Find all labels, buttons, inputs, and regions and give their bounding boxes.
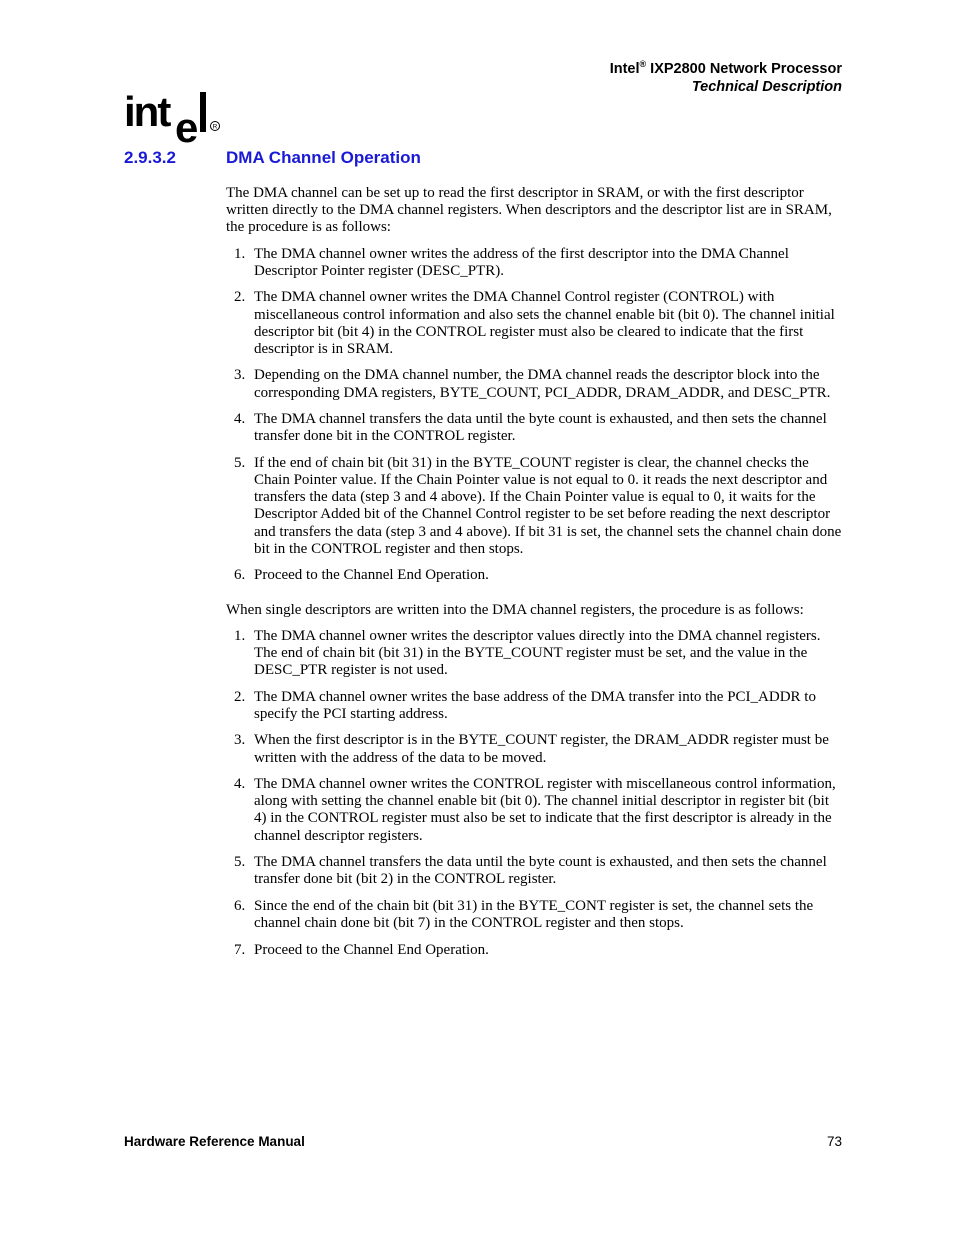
svg-text:int: int [124,88,170,135]
list-item [226,776,842,845]
sram-procedure-list [226,246,842,585]
list-item [226,567,842,584]
list-item [226,289,842,358]
intel-logo [124,86,224,146]
list-text: The DMA channel transfers the data until the byte count is exhausted, and then sets the channel transfer done bit in the CONTROL register. [254,411,827,445]
body-content [226,185,842,968]
section-number: 2.9.3.2 [124,148,176,167]
list-number: 6. [234,897,246,914]
header-product: IXP2800 Network Processor [650,61,842,77]
list-item [226,854,842,888]
intel-logo-graphic [124,86,224,146]
svg-text:R: R [212,123,218,131]
list-item [226,246,842,280]
list-text: The DMA channel owner writes the base address of the DMA transfer into the PCI_ADDR to specify the PCI starting address. [254,688,816,722]
page-number: 73 [826,1134,842,1149]
list-number: 3. [234,367,246,384]
list-item [226,689,842,723]
svg-text:e: e [175,104,199,146]
list-text: Proceed to the Channel End Operation. [254,941,489,958]
list-number: 4. [234,411,246,428]
list-text: The DMA channel transfers the data until the byte count is exhausted, and then sets the channel transfer done bit (bit 2) in the CONTROL register. [254,854,827,888]
header-brand: Intel [609,61,640,77]
list-number: 5. [234,454,246,471]
list-text: Proceed to the Channel End Operation. [254,567,489,584]
list-number: 2. [234,688,246,705]
list-item [226,732,842,766]
list-number: 4. [234,776,246,793]
list-item [226,455,842,558]
list-item [226,898,842,932]
list-text: The DMA channel owner writes the DMA Channel Control register (CONTROL) with miscellaneous control information and also sets the channel enable bit (bit 0). The channel initial descriptor bit (bit 4) in the CONTROL register must also be cleared to indicate that the first descriptor is in SRAM. [254,289,835,357]
section-title: DMA Channel Operation [226,148,421,167]
list-number: 7. [234,941,246,958]
second-intro-paragraph: When single descriptors are written into the DMA channel registers, the procedure is as follows: [226,601,804,618]
list-text: When the first descriptor is in the BYTE_COUNT register, the DRAM_ADDR register must be written with the address of the data to be moved. [254,732,829,766]
running-header [610,60,842,96]
register-procedure-list [226,628,842,959]
list-number: 2. [234,289,246,306]
list-text: The DMA channel owner writes the descriptor values directly into the DMA channel registers. The end of chain bit (bit 31) in the BYTE_COUNT register must be set, and the value in the DESC_PTR register is not used. [254,627,821,679]
list-text: If the end of chain bit (bit 31) in the BYTE_COUNT register is clear, the channel checks the Chain Pointer value. If the Chain Pointer value is not equal to 0. it reads the next descriptor and transfers the data (step 3 and 4 above). If the Chain Pointer value is equal to 0, it waits for the Descriptor Added bit of the Channel Control register to be set before reading the next descriptor and transfers the data (step 3 and 4 above). If bit 31 is set, the channel sets the channel chain done bit in the CONTROL register and then stops. [254,454,842,557]
list-item [226,942,842,959]
list-text: Depending on the DMA channel number, the DMA channel reads the descriptor block into the corresponding DMA registers, BYTE_COUNT, PCI_ADDR, DRAM_ADDR, and DESC_PTR. [254,367,831,401]
section-heading [124,148,421,168]
header-reg-mark: ® [639,59,647,69]
list-item [226,628,842,680]
page-footer [124,1134,842,1149]
list-item [226,367,842,401]
list-number: 1. [234,627,246,644]
list-number: 3. [234,732,246,749]
list-number: 5. [234,854,246,871]
header-product-line [610,60,842,78]
list-number: 6. [234,567,246,584]
footer-title: Hardware Reference Manual [124,1134,305,1149]
intro-paragraph: The DMA channel can be set up to read the first descriptor in SRAM, or with the first descriptor written directly to the DMA channel registers. When descriptors and the descriptor list are in SRAM, the procedure is as follows: [226,185,832,236]
list-item [226,411,842,445]
list-number: 1. [234,245,246,262]
list-text: Since the end of the chain bit (bit 31) in the BYTE_CONT register is set, the channel sets the channel chain done bit (bit 7) in the CONTROL register and then stops. [254,897,814,932]
list-text: The DMA channel owner writes the address of the first descriptor into the DMA Channel Descriptor Pointer register (DESC_PTR). [254,245,789,279]
list-text: The DMA channel owner writes the CONTROL register with miscellaneous control information, along with setting the channel enable bit (bit 0). The channel initial descriptor in register bit (bit 4) in the CONTROL register must also be set to indicate that the first descriptor is already in the channel descriptor registers. [254,776,836,844]
header-subtitle: Technical Description [691,79,842,95]
